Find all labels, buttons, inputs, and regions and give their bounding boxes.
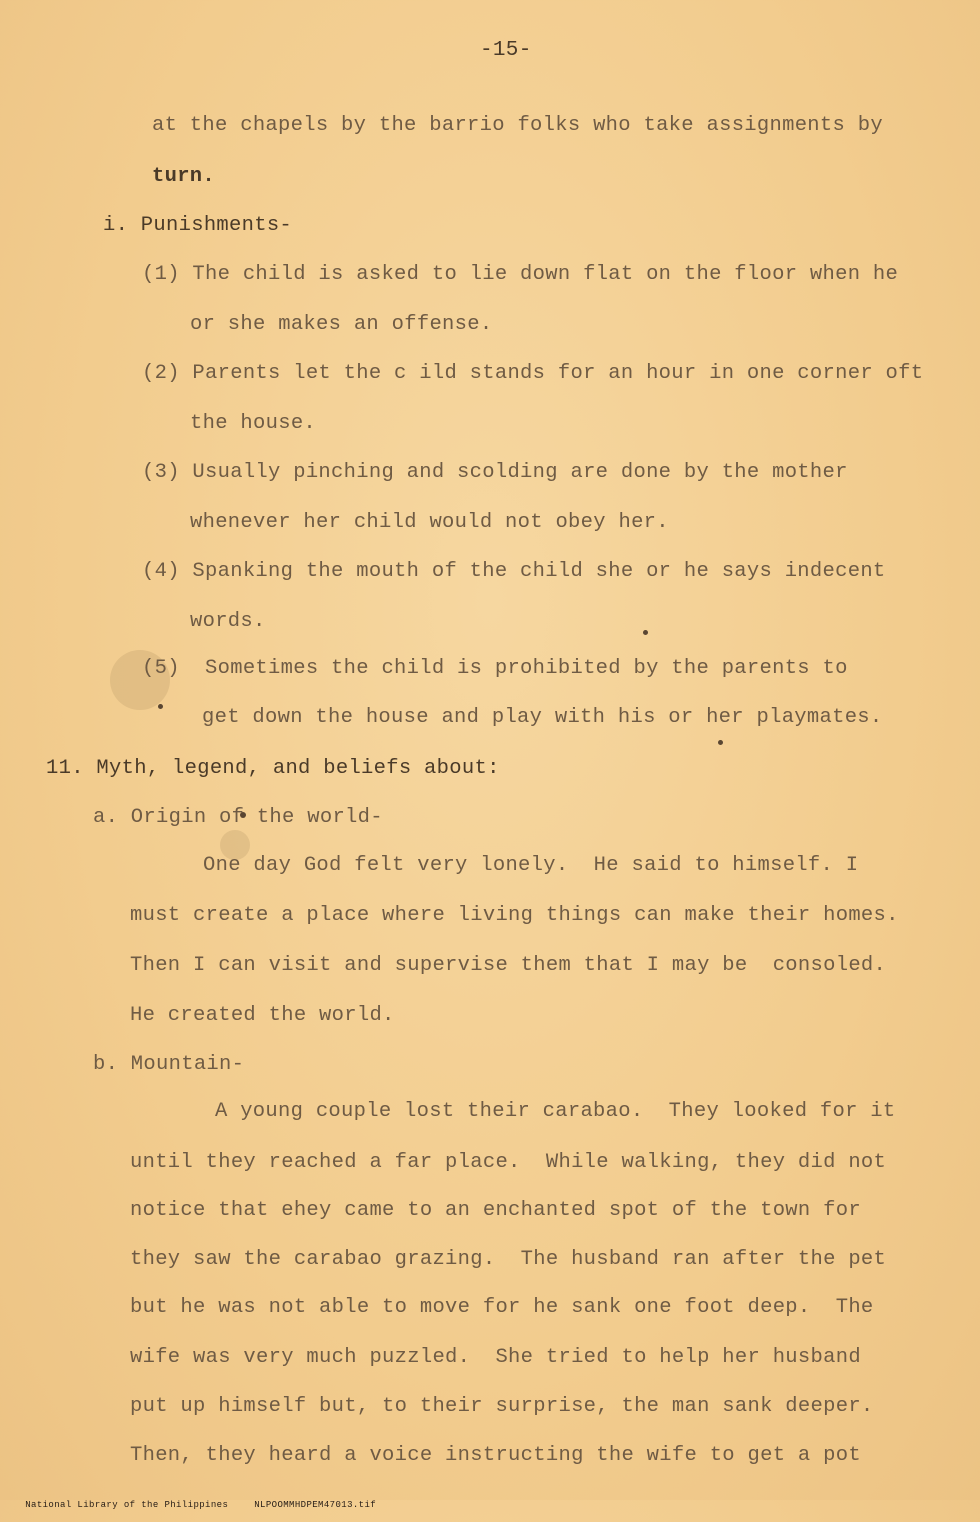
footer-filename: NLPOOMMHDPEM47013.tif [254,1500,377,1510]
text-line: turn. [152,165,216,188]
footer-library: National Library of the Philippines [25,1500,229,1510]
text-line: or she makes an offense. [190,313,493,336]
subsection-heading: b. Mountain- [93,1053,245,1076]
subsection-heading: a. Origin of the world- [93,806,383,829]
text-line: Then I can visit and supervise them that I may be consoled. [130,954,887,977]
text-line: until they reached a far place. While walking, they did not [130,1151,887,1174]
list-item: (4) Spanking the mouth of the child she or he says indecent [142,560,886,583]
text-line: at the chapels by the barrio folks who take assignments by [152,114,883,137]
section-heading: 11. Myth, legend, and beliefs about: [46,757,500,780]
text-line: must create a place where living things can make their homes. [130,904,899,927]
text-line: He created the world. [130,1004,395,1027]
text-line: One day God felt very lonely. He said to himself. I [203,854,859,877]
text-line: words. [190,610,266,633]
text-line: wife was very much puzzled. She tried to help her husband [130,1346,861,1369]
list-item: (2) Parents let the c ild stands for an hour in one corner oft [142,362,924,385]
scan-footer [2,1489,402,1522]
text-line: A young couple lost their carabao. They looked for it [215,1100,896,1123]
text-line: the house. [190,412,317,435]
section-heading: i. Punishments- [103,214,293,237]
text-line: put up himself but, to their surprise, the man sank deeper. [130,1395,874,1418]
text-line: but he was not able to move for he sank one foot deep. The [130,1296,874,1319]
text-line: whenever her child would not obey her. [190,511,669,534]
text-line: Then, they heard a voice instructing the wife to get a pot [130,1444,861,1467]
list-item: (1) The child is asked to lie down flat on the floor when he [142,263,899,286]
text-line: get down the house and play with his or her playmates. [202,706,883,729]
list-item: (5) Sometimes the child is prohibited by the parents to [142,657,848,680]
list-item: (3) Usually pinching and scolding are done by the mother [142,461,848,484]
text-line: they saw the carabao grazing. The husband ran after the pet [130,1248,887,1271]
page-number: -15- [480,39,532,62]
text-line: notice that ehey came to an enchanted spot of the town for [130,1199,861,1222]
